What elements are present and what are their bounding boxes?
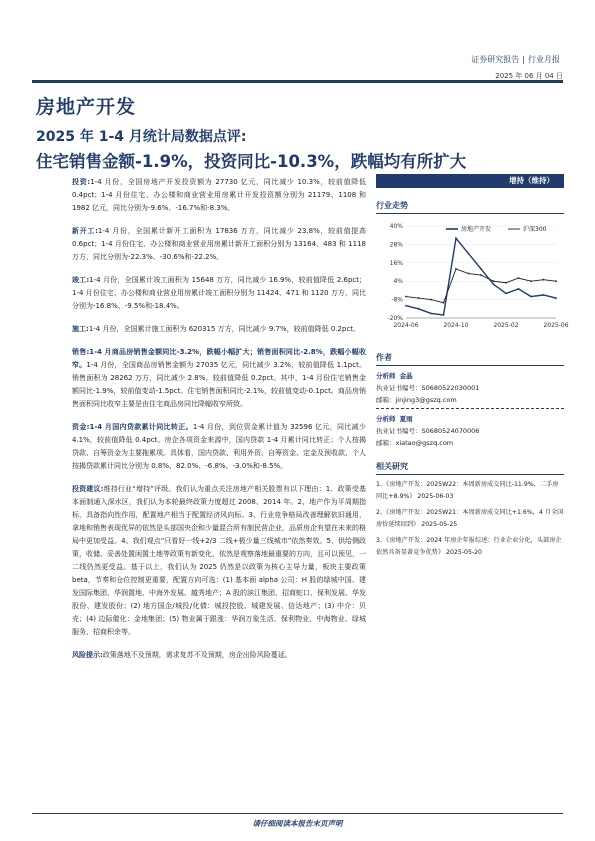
legend-label: 房地产开发	[461, 226, 492, 233]
paragraph-completion: 竣工:1-4 月份，全国累计竣工面积为 15648 万方，同比减少 16.9%，较前值降低 2.6pct；1-4 月份住宅、办公楼和商业营业用房累计竣工面积分别为 11424、471 和 1120 万方，同比分别为-16.8%、-9.5%和-18.4%。	[72, 276, 366, 310]
data-point	[493, 283, 495, 285]
report-subtype: 行业月报	[528, 55, 560, 64]
series-line	[406, 269, 556, 303]
data-point	[430, 299, 432, 301]
data-point	[443, 302, 445, 304]
main-body	[72, 176, 366, 672]
trend-chart-svg	[376, 218, 569, 338]
header-meta: 证券研究报告 | 行业月报 2025 年 06 月 04 日	[468, 54, 563, 81]
sidebar	[376, 174, 569, 563]
data-point	[530, 280, 532, 282]
trend-chart	[376, 218, 569, 340]
legend-label: 沪深300	[523, 226, 547, 233]
author-email[interactable]: jinjing3@gszq.com	[395, 396, 457, 404]
data-point	[543, 294, 545, 296]
paragraph-funding: 资金:1-4 月国内贷款累计同比转正。1-4 月份，到位资金累计值为 32596 亿元，同比减少 4.1%，较前值降低 0.4pct。房企各项资金来源中，国内贷款 1-4 月累计同比转正；个人按揭贷款、自筹资金为主要拖累项。具体看，国内贷款、利用外资、自筹资金、定金及预收款、个人按揭贷款累计同比分别为 0.8%、82.0%、-6.8%、-3.0%和-8.5%。	[72, 423, 366, 470]
author-list	[376, 370, 564, 449]
data-point	[430, 313, 432, 315]
data-point	[480, 268, 482, 270]
data-point	[518, 277, 520, 279]
x-tick-label: 2024-06	[393, 322, 419, 329]
data-point	[480, 274, 482, 276]
related-item[interactable]: 1、《房地产开发：2025W22：本周新房成交同比-11.9%，二手房同比+8.9%》 2025-06-03	[376, 481, 559, 500]
paragraph-new-starts: 新开工:1-4 月份，全国累计新开工面积为 17836 万方，同比减少 23.8%，较前值提高 0.6pct；1-4 月份住宅、办公楼和商业营业用房累计新开工面积分别为 13164、483 和 1118 万方，同比分别为-22.3%、-30.6%和-22.2%。	[72, 227, 366, 261]
paragraph-sales: 销售:1-4 月商品房销售金额同比-3.2%，跌幅小幅扩大；销售面积同比-2.8%，跌幅小幅收窄。1-4 月份，全国商品房销售金额为 27035 亿元，同比减少 3.2%，较前值降低 1.1pct。销售面积为 28262 万方，同比减少 2.8%，较前值降低 0.2pct。其中，1-4 月份住宅销售金额同比-1.9%，较前值变动-1.5pct。住宅销售面积同比-2.1%，较前值变动-0.1pct。商品房销售面积同比收窄主要是由住宅商品房同比降幅收窄所致。	[72, 348, 367, 408]
paragraph-investment: 投资:1-4 月份，全国房地产开发投资额为 27730 亿元，同比减少 10.3%，较前值降低 0.4pct；1-4 月份住宅、办公楼和商业营业用房累计开发投资额分别为 21179、1108 和 1982 亿元，同比分别为-9.6%、-16.7%和-8.3%。	[72, 178, 366, 212]
data-point	[418, 308, 420, 310]
data-point	[468, 253, 470, 255]
report-title-line1: 2025 年 1-4 月统计局数据点评:	[36, 129, 247, 145]
x-tick-label: 2024-10	[443, 322, 469, 329]
trend-section-title: 行业走势	[376, 200, 564, 214]
paragraph-construction: 施工:1-4 月份，全国累计施工面积为 620315 万方，同比减少 9.7%，较前值降低 0.2pct。	[72, 325, 361, 333]
author-item: 分析师 金晶 执业证书编号：S0680522030001 邮箱：jinjing3@gszq.com	[376, 370, 564, 409]
data-point	[493, 280, 495, 282]
y-tick-label: -20%	[387, 315, 403, 322]
data-point	[518, 288, 520, 290]
data-point	[418, 297, 420, 299]
y-tick-label: -8%	[391, 296, 403, 304]
related-list	[376, 479, 564, 559]
data-point	[405, 305, 407, 307]
y-tick-label: 16%	[389, 259, 403, 267]
data-point	[505, 293, 507, 295]
data-point	[468, 273, 470, 275]
author-item: 分析师 夏雨 执业证书编号：S0680524070006 邮箱：xiatao@gszq.com	[376, 415, 480, 447]
paragraph-risk: 风险提示:政策落地不及预期，需求复苏不及预期，房企出险风险蔓延。	[72, 651, 292, 659]
paragraph-recommendation: 投资建议:维持行业“增持”评级。我们认为重点关注房地产相关股票有以下理由：1、政策受基本面制通入深水区，我们认为本轮最终政策力度超过 2008、2014 年。2、地产作为平周期指标，具备指向性作用，配置地产相当于配置经济风向标。3、行业竞争格局改善理解依旧通用，拿地和销售表现优异的依然是头部国央企和少量混合所有制民营企业，品质房企有望在未来的格局中更加受益。4、我们观点“只看好一线+2/3 二线+极少量三线城市”依然奏效。5、供给侧政策，收储、妥善处置闲置土地等政策有新变化，依然是观察落地最重要的方向，且可以预见，一二线仍然更受益。基于以上，我们认为 2025 仍然是以政策为核心主导力量，板块主要政策 beta，节奏和仓位控制更重要，配置方向可选：(1) 基本面 alpha 公司：H 股的绿城中国、建发国际集团、华润置地、中海外发展、越秀地产；A 股的滨江集团、招商蛇口、保利发展、华发股份、建发股份；(2) 地方国企/城投/化债：城投控股、城建发展、信达地产；(3) 中介：贝壳；(4) 边际催化：金地集团；(5) 物业属于跟涨：华润万象生活、保利物业、中海物业、绿城服务、招商积余等。	[72, 485, 367, 636]
related-item[interactable]: 3、《房地产开发：2024 年房企年报综述：行业企业分化，头部房企依然具备显著竞争优势》 2025-05-20	[376, 537, 562, 556]
author-separator	[376, 408, 564, 409]
series-line	[406, 238, 556, 315]
author-section-title: 作者	[376, 352, 564, 366]
data-point	[530, 296, 532, 298]
data-point	[405, 296, 407, 298]
data-point	[505, 282, 507, 284]
report-type: 证券研究报告	[471, 55, 520, 64]
y-tick-label: 4%	[393, 278, 403, 286]
report-date: 2025 年 06 月 04 日	[495, 72, 563, 80]
x-tick-label: 2025-06	[543, 322, 569, 329]
y-tick-label: 28%	[389, 241, 403, 249]
author-email[interactable]: xiatao@gszq.com	[395, 439, 454, 447]
data-point	[543, 279, 545, 281]
y-tick-label: 40%	[389, 223, 403, 230]
top-divider	[32, 80, 563, 83]
rating-badge: 增持（维持）	[376, 174, 564, 188]
data-point	[443, 314, 445, 316]
x-tick-label: 2025-02	[493, 322, 519, 329]
data-point	[555, 297, 557, 299]
related-item[interactable]: 2、《房地产开发：2025W21：本周新房成交同比+1.6%，4 月全国房价延续回到》 2025-05-25	[376, 509, 564, 528]
footer-disclaimer: 请仔细阅读本报告末页声明	[32, 813, 563, 829]
data-point	[455, 237, 457, 239]
sector-title: 房地产开发	[36, 96, 137, 118]
report-title-line2: 住宅销售金额-1.9%，投资同比-10.3%，跌幅均有所扩大	[36, 152, 467, 171]
data-point	[555, 280, 557, 282]
related-section-title: 相关研究	[376, 461, 564, 475]
data-point	[455, 268, 457, 270]
